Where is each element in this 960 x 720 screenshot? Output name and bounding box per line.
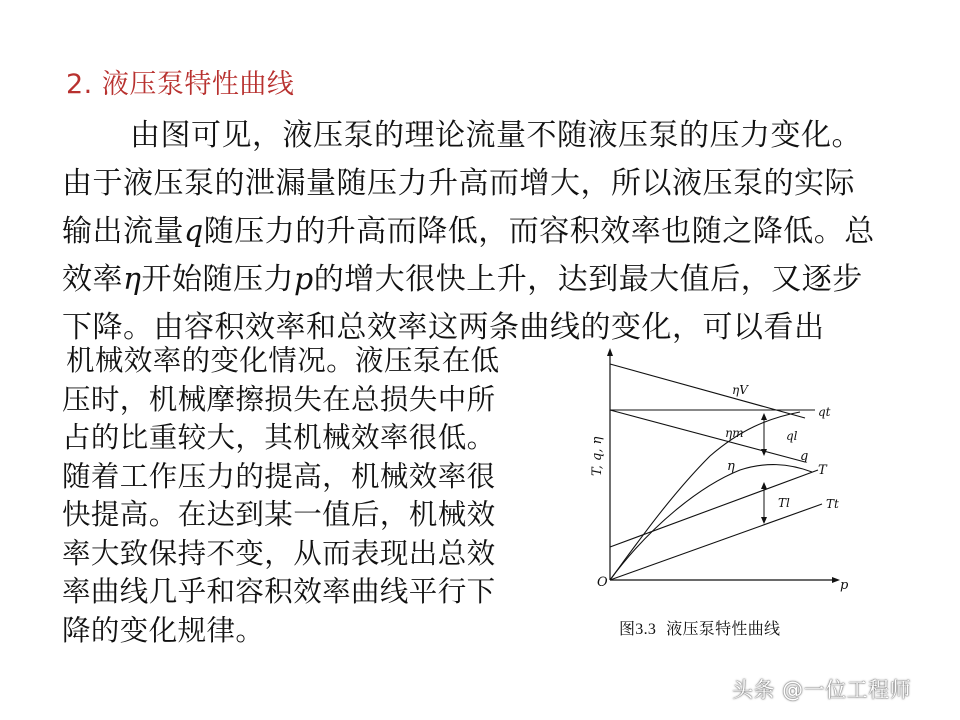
paragraph-line: 下降。由容积效率和总效率这两条曲线的变化，可以看出 — [62, 310, 825, 345]
paragraph-line: 输出流量q随压力的升高而降低，而容积效率也随之降低。总 — [62, 214, 875, 249]
side-line: 快提高。在达到某一值后，机械效 — [62, 498, 496, 531]
side-line: 机械效率的变化情况。液压泵在低 — [66, 344, 500, 377]
pump-characteristic-figure — [590, 346, 870, 596]
x-axis-label: p — [840, 578, 849, 593]
figure-caption — [619, 616, 780, 639]
paragraph-line: 效率η开始随压力p的增大很快上升，达到最大值后，又逐步 — [62, 262, 863, 297]
characteristic-diagram — [590, 346, 870, 596]
paragraph-line: 由于液压泵的泄漏量随压力升高而增大，所以液压泵的实际 — [62, 166, 855, 201]
side-line: 率大致保持不变，从而表现出总效 — [62, 536, 496, 570]
side-line: 随着工作压力的提高，机械效率很 — [62, 459, 496, 493]
side-line: 降的变化规律。 — [62, 613, 265, 647]
side-line: 占的比重较大，其机械效率很低。 — [62, 421, 496, 454]
origin-label: O — [597, 575, 608, 590]
label-qt: qt — [818, 405, 831, 419]
label-q: q — [800, 449, 809, 464]
eta-curve — [610, 465, 812, 580]
label-tt: Tt — [826, 497, 839, 511]
label-ql: ql — [786, 429, 798, 443]
y-axis-arrow — [607, 348, 613, 356]
y-axis-label: T, q, η — [590, 436, 605, 476]
side-line: 压时，机械摩擦损失在总损失中所 — [62, 382, 496, 416]
label-tl: Tl — [778, 496, 790, 510]
var-p: p — [293, 262, 314, 297]
intro-paragraph — [62, 112, 932, 352]
label-eta-v: ηV — [732, 383, 748, 397]
side-line: 率曲线几乎和容积效率曲线平行下 — [62, 575, 496, 608]
x-axis-arrow — [832, 577, 840, 583]
label-eta-m: ηm — [725, 426, 744, 440]
watermark: 头条 @一位工程师 — [732, 678, 912, 702]
var-q: q — [184, 214, 204, 249]
side-paragraph — [62, 342, 562, 650]
caption-text: 液压泵特性曲线 — [666, 619, 781, 638]
section-heading: 2. 液压泵特性曲线 — [66, 69, 295, 100]
eta-m-curve — [610, 412, 800, 580]
paragraph-line: 由图可见，液压泵的理论流量不随液压泵的压力变化。 — [130, 118, 862, 153]
label-T: T — [818, 463, 827, 478]
label-eta: η — [727, 459, 735, 474]
var-eta: η — [123, 262, 142, 297]
caption-number: 图3.3 — [619, 621, 657, 638]
